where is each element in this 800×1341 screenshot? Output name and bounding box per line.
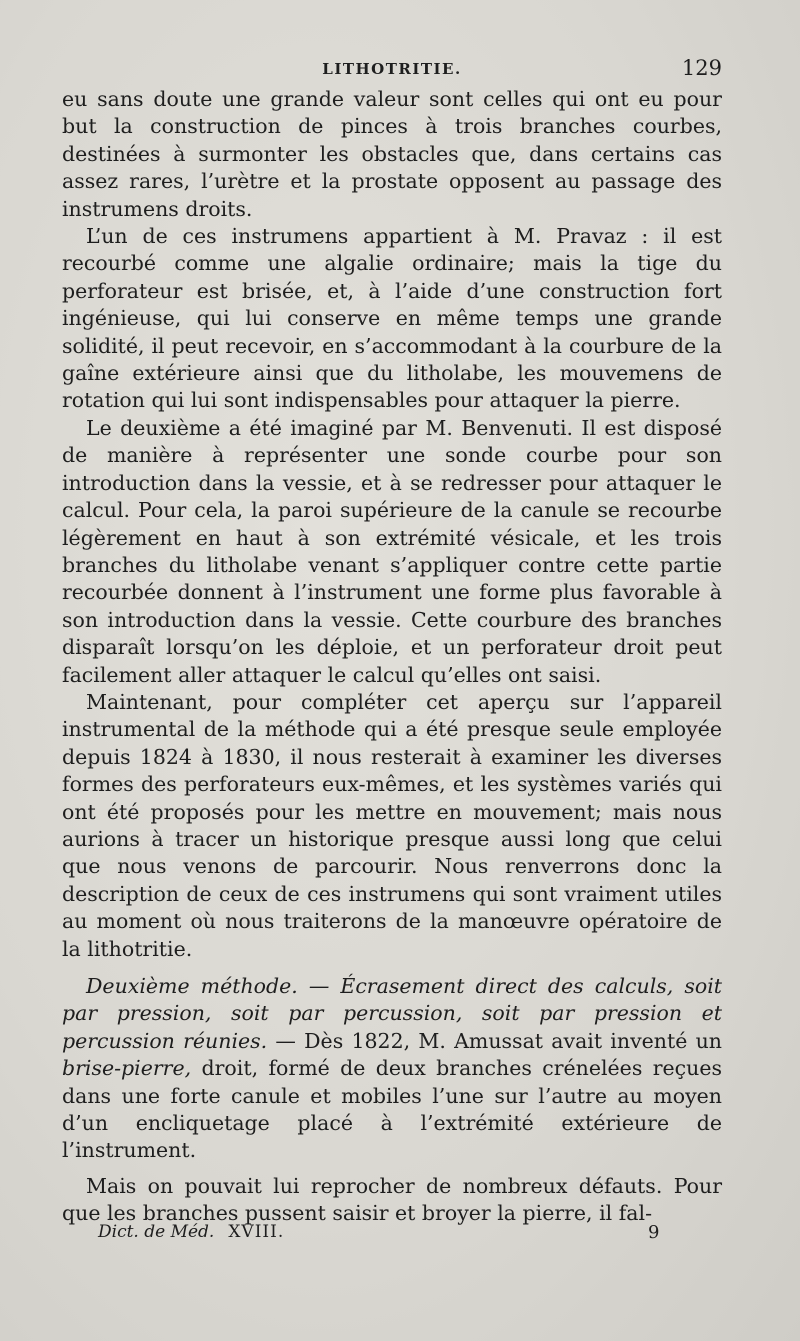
paragraph-deuxieme-methode: [62, 973, 722, 1165]
footer-source: Dict. de Méd.: [98, 1222, 215, 1242]
section-text-a: — Dès 1822, M. Amussat avait inventé un: [267, 1028, 722, 1053]
footer-volume: XVIII.: [228, 1222, 285, 1242]
footer-source-line: [98, 1222, 284, 1242]
page-number: 129: [681, 56, 722, 80]
paragraph-benvenuti: Le deuxième a été imaginé par M. Benvenuti. Il est disposé de manière à représenter une sonde courbe pour son introduction dans la vessie, et à se redresser pour attaquer le calcul. Pour cela, la paroi supérieure de la canule se recourbe légèrement en haut à son extrémité vésicale, et les trois branches du litholabe venant s’appliquer contre cette partie recourbée donnent à l’instrument une forme plus favorable à son introduction dans la vessie. Cette courbure des branches disparaît lorsqu’on les déploie, et un perforateur droit peut facilement aller attaquer le calcul qu’elles ont saisi.: [62, 415, 722, 687]
term-brise-pierre: brise-pierre,: [62, 1056, 192, 1081]
paragraph-defauts: Mais on pouvait lui reprocher de nombreux défauts. Pour que les branches pussent saisir et broyer la pierre, il fal-: [62, 1173, 722, 1226]
signature-mark: 9: [648, 1222, 660, 1243]
paragraph-continuation: eu sans doute une grande valeur sont celles qui ont eu pour but la construction de pinces à trois branches courbes, destinées à surmonter les obstacles que, dans certains cas assez rares, l’urètre et la prostate opposent au passage des instrumens droits.: [62, 87, 722, 221]
body-text: [62, 86, 722, 1228]
running-title: LITHOTRITIE.: [322, 60, 462, 78]
section-heading: Deuxième méthode. — Écrasement direct des calculs, soit par pression, soit par percussion, soit par pression et percussion réunies.: [62, 974, 722, 1053]
paragraph-pravaz: L’un de ces instrumens appartient à M. Pravaz : il est recourbé comme une algalie ordinaire; mais la tige du perforateur est brisée, et, à l’aide d’une construction fort ingénieuse, qui lui conserve en même temps une grande solidité, il peut recevoir, en s’accommodant à la courbure de la gaîne extérieure ainsi que du litholabe, les mouvemens de rotation qui lui sont indispensables pour attaquer la pierre.: [62, 224, 722, 413]
paragraph-perforateurs: Maintenant, pour compléter cet aperçu sur l’appareil instrumental de la méthode qui a été presque seule employée depuis 1824 à 1830, il nous resterait à examiner les diverses formes des perforateurs eux-mêmes, et les systèmes variés qui ont été proposés pour les mettre en mouvement; mais nous aurions à tracer un historique presque aussi long que celui que nous venons de parcourir. Nous renverrons donc la description de ceux de ces instrumens qui sont vraiment utiles au moment où nous traiterons de la manœuvre opératoire de la lithotritie.: [62, 689, 722, 961]
page-header: [62, 56, 722, 84]
section-text-b: droit, formé de deux branches crénelées reçues dans une forte canule et mobiles l’une sur l’autre au moyen d’un encliquetage placé à l’extrémité extérieure de l’instrument.: [62, 1056, 722, 1163]
page-footer: [62, 1222, 722, 1250]
